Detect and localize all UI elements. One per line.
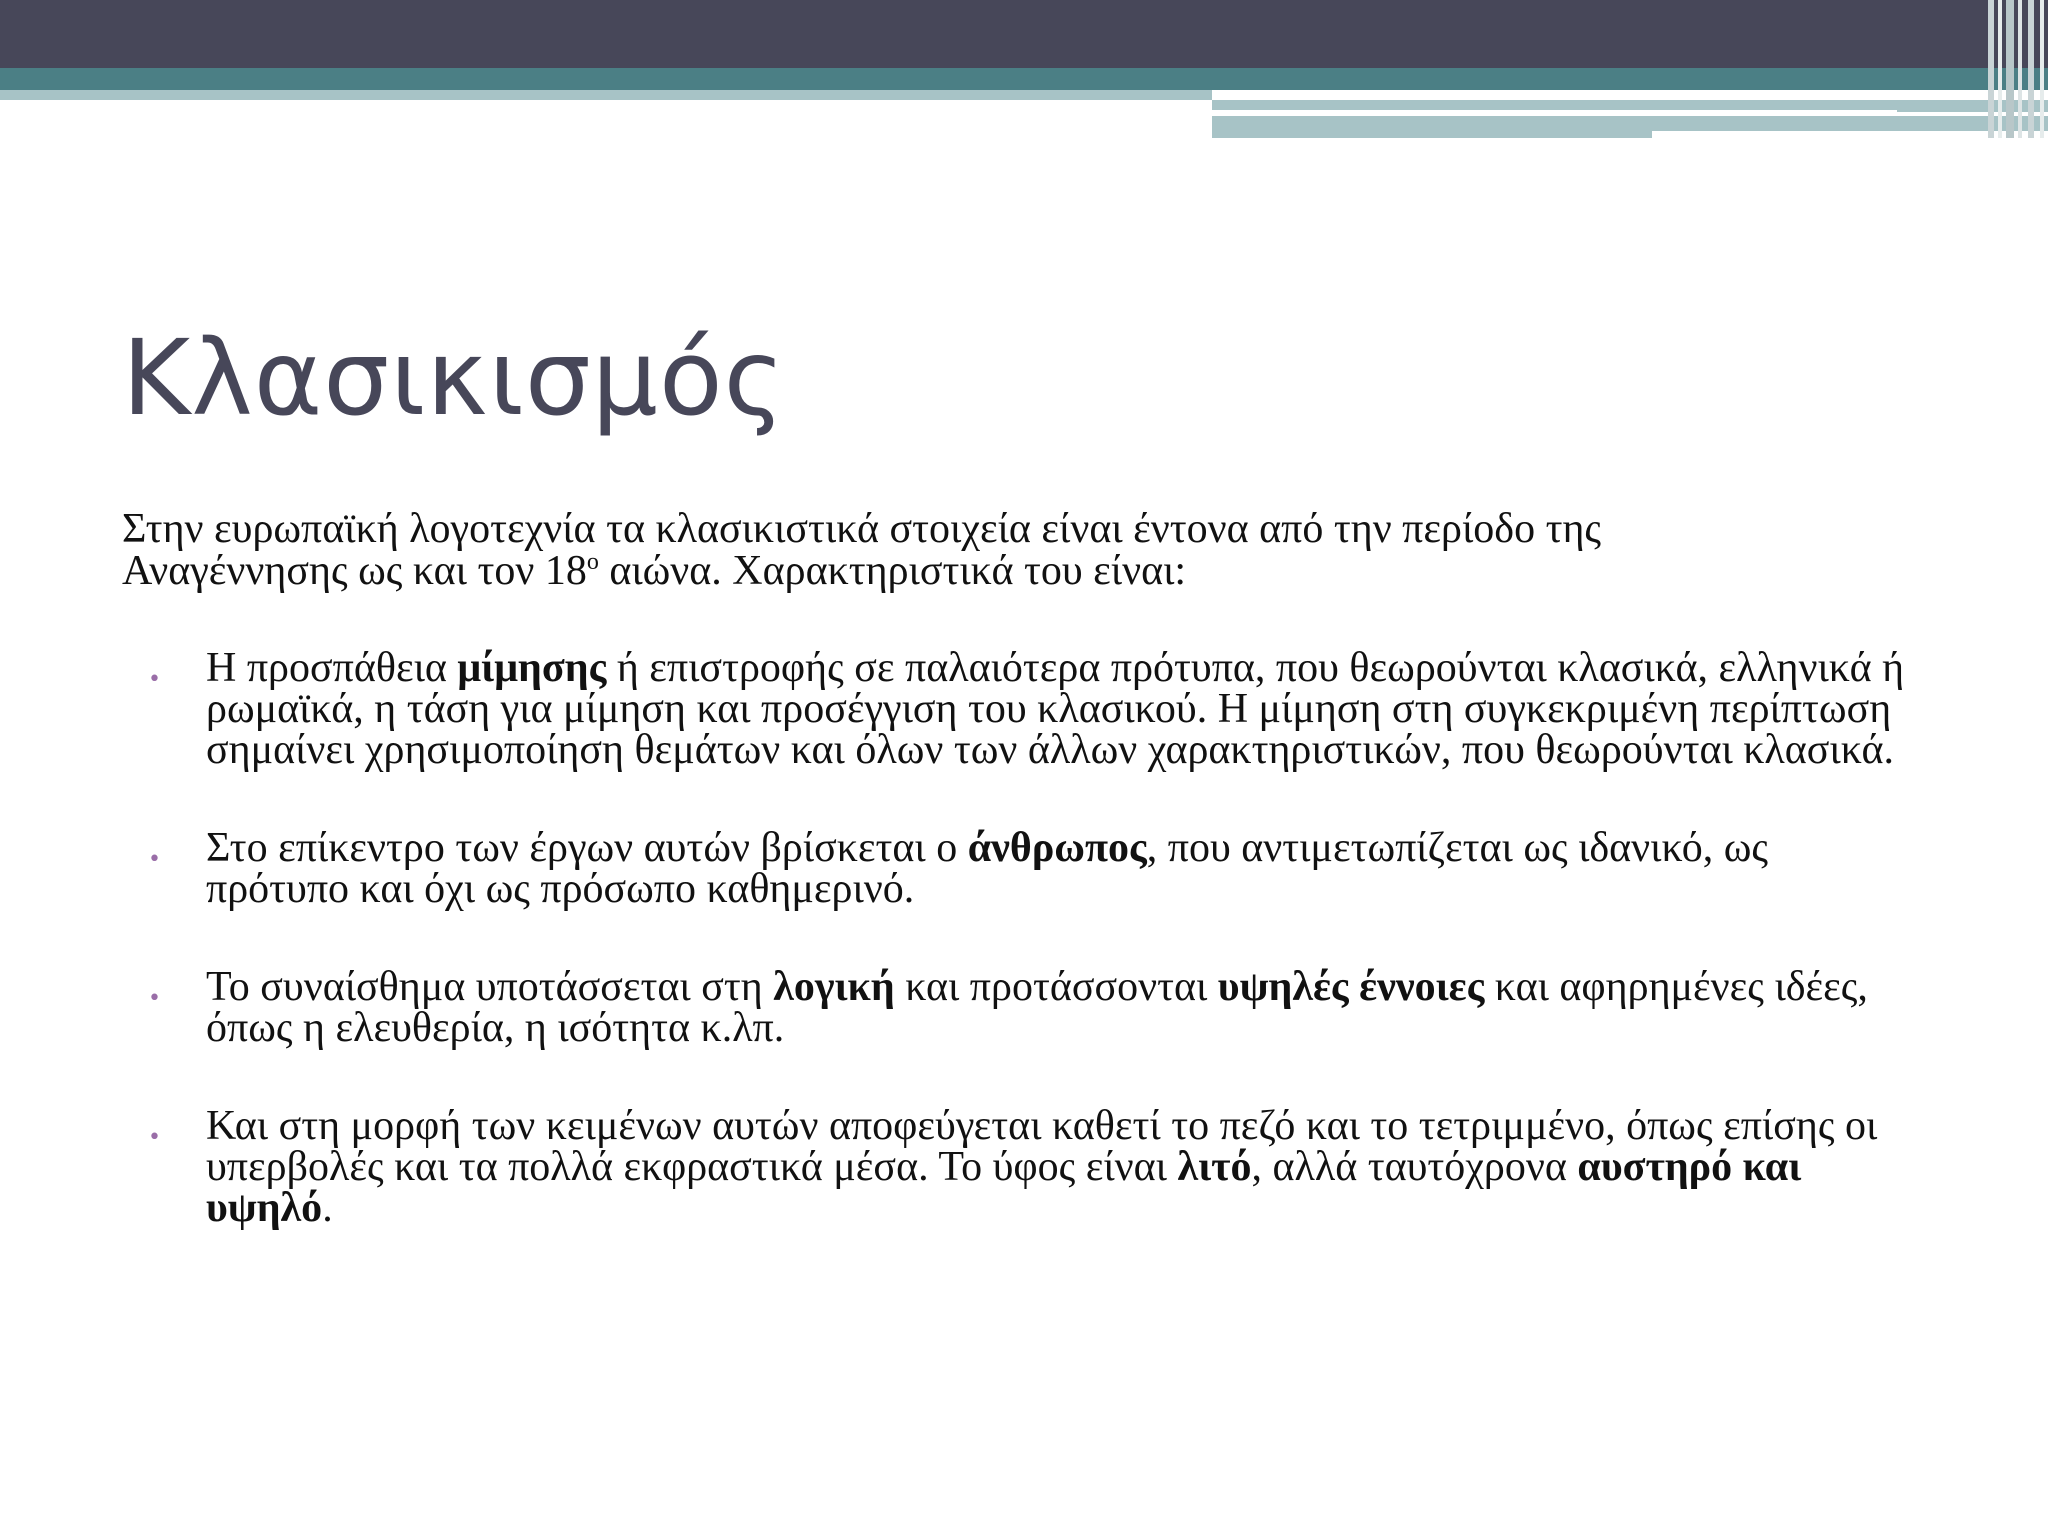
bullet-icon: • [148,847,161,872]
bullet-icon: • [148,667,161,692]
bullet-bold: άνθρωπος [967,825,1147,871]
bullet-icon: • [148,986,161,1011]
bullet-item-imitation [122,645,1912,773]
slide-title: Κλασικισμός [122,317,786,439]
header-stripes [1984,0,2048,138]
bullet-bold: λογική [773,964,895,1010]
intro-line-2: Αναγέννησης ως και τον 18 [122,548,587,594]
bullet-text: , που αντιμετωπίζεται ως ιδανικό, ως πρότυπο και όχι ως πρόσωπο καθημερινό. [206,825,1768,912]
bullet-bold: υψηλές έννοιες [1217,964,1485,1010]
header-white-line [1212,110,1897,116]
intro-paragraph [122,508,1922,592]
header-teal-band [0,68,2048,90]
bullet-bold: λιτό [1177,1144,1252,1190]
bullet-text: και προτάσσονται [894,964,1218,1010]
header-light-band-left [0,90,1212,100]
intro-line-2-end: αιώνα. Χαρακτηριστικά του είναι: [598,548,1187,594]
bullet-bold: αυστηρό και υψηλό [206,1144,1802,1231]
bullet-text: , αλλά ταυτόχρονα [1251,1144,1578,1190]
bullet-bold: μίμησης [457,645,607,691]
bullet-icon: • [148,1125,161,1150]
bullet-item-logic [122,964,1912,1051]
bullet-text: Η προσπάθεια [206,645,458,691]
bullet-item-human [122,825,1912,912]
bullet-item-form [122,1103,1912,1231]
bullet-text: . [322,1185,333,1231]
bullet-text: και αφηρημένες ιδέες, όπως η ελευθερία, η ισότητα κ.λπ. [206,964,1868,1051]
header-dark-band [0,0,2048,68]
bullet-list [122,645,1912,1286]
bullet-text: ή επιστροφής σε παλαιότερα πρότυπα, που θεωρούνται κλασικά, ελληνικά ή ρωμαϊκά, η τάση για μίμηση και προσέγγιση του κλασικού. Η μίμηση στη συγκεκριμένη περίπτωση σημαίνει χρησιμοποίηση θεμάτων και όλων των άλλων χαρακτηριστικών, που θεωρούνται κλασικά. [206,645,1905,773]
intro-superscript: ο [586,549,599,575]
bullet-text: Και στη μορφή των κειμένων αυτών αποφεύγεται καθετί το πεζό και το τετριμμένο, όπως επίσης οι υπερβολές και τα πολλά εκφραστικά μέσα. Το ύφος είναι [206,1103,1878,1190]
intro-line-1: Στην ευρωπαϊκή λογοτεχνία τα κλασικιστικά στοιχεία είναι έντονα από την περίοδο της [122,506,1602,552]
bullet-text: Το συναίσθημα υποτάσσεται στη [206,964,774,1010]
bullet-text: Στο επίκεντρο των έργων αυτών βρίσκεται ο [206,825,968,871]
